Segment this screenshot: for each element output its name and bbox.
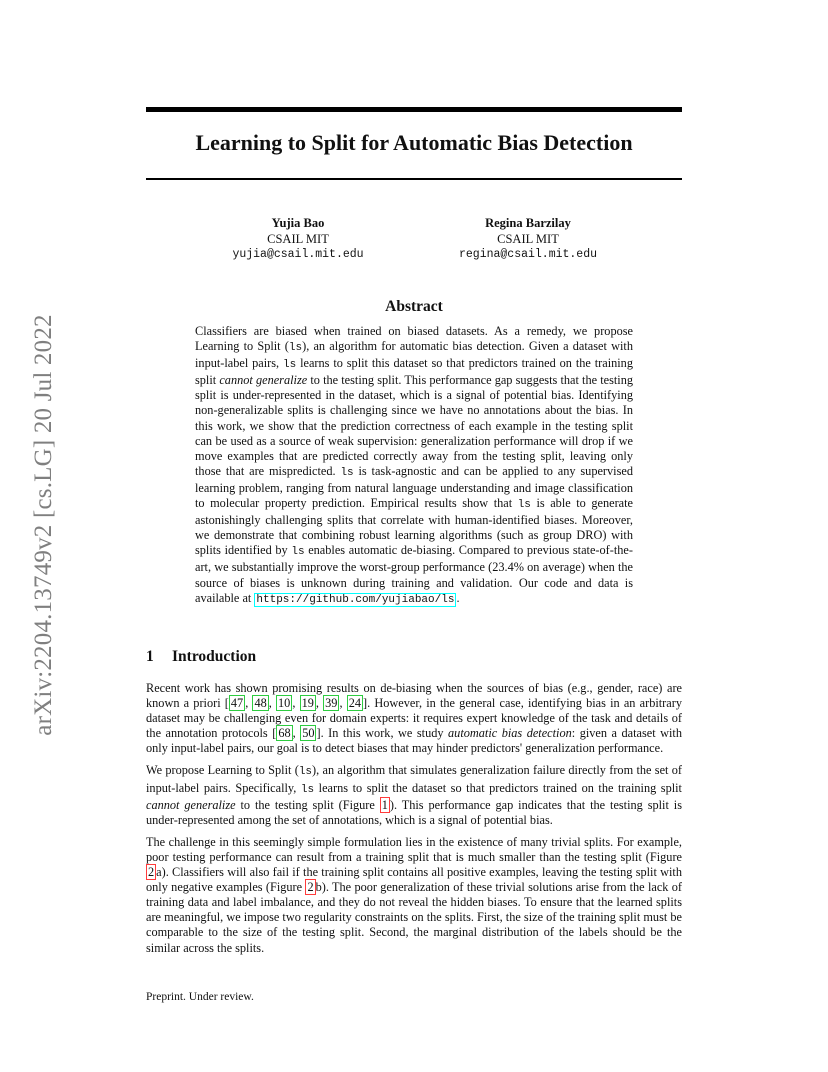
paragraph: The challenge in this seemingly simple formulation lies in the existence of many trivial splits. For example, poor testing performance can result from a training split that is much smaller than the testing split (Figure 2 a). Classifiers will also fail if the training split contains all positive examples, leaving the testing split with only negative examples (Figure 2 b). The poor generalization of these trivial solutions arise from the lack of training data and label imbalance, and they do not reveal the hidden biases. To ensure that the learned splits are meaningful, we impose two regularity constraints on the splits. First, the size of the training split must be comparable to the size of the testing split. Second, the marginal distribution of the labels should be the similar across the splits. xyxy=(146,834,682,955)
section-title: Introduction xyxy=(172,648,257,665)
inline-code: ls xyxy=(300,783,315,796)
abstract-text: Classifiers are biased when trained on biased datasets. As a remedy, we propose Learning to Split (ls), an algorithm for automatic bias detection. Given a dataset with input-label pairs, ls learns to split this dataset so that predictors trained on the training split cannot generalize to the testing split. This performance gap suggests that the testing split is under-represented in the dataset, which is a signal of potential bias. Identifying non-generalizable splits is challenging since we have no annotations about the bias. In this work, we show that the prediction correctness of each example in the testing split can be used as a source of weak supervision: generalization performance will drop if we move examples that are predicted correctly away from the testing split, leaving only those that are mispredicted. ls is task-agnostic and can be applied to any supervised learning problem, ranging from natural language understanding and image classification to molecular property prediction. Empirical results show that ls is able to generate astonishingly challenging splits that correlate with human-identified biases. Moreover, we demonstrate that combining robust learning algorithms (such as group DRO) with splits identified by ls enables automatic de-biasing. Compared to previous state-of-the-art, we substantially improve the worst-group performance (23.4% on average) when the source of biases is unknown during training and validation. Our code and data is available at xyxy=(195,324,634,605)
abstract-body xyxy=(195,324,633,608)
abstract-end: . xyxy=(456,590,460,605)
author-affiliation: CSAIL MIT xyxy=(497,232,559,246)
inline-code: ls xyxy=(283,359,297,372)
paragraph: Recent work has shown promising results on de-biasing when the sources of bias (e.g., gender, race) are known a priori [ 47 , 48 , 10 , 19 , 39 , 24 ]. However, in the general case, identifying bias in an arbitrary dataset may be challenging even for domain experts: it requires expert knowledge of the task and details of the annotation protocols [ 68 , 50 ]. In this work, we study automatic bias detection: given a dataset with only input-label pairs, our goal is to detect biases that may hinder predictors' generalization performance. xyxy=(146,681,682,756)
author-block xyxy=(430,215,626,263)
emphasis: cannot generalize xyxy=(219,373,308,388)
code-link[interactable]: https://github.com/yujiabao/ls xyxy=(256,593,455,606)
arxiv-stamp: arXiv:2204.13749v2 [cs.LG] 20 Jul 2022 xyxy=(30,314,57,736)
paragraph: We propose Learning to Split (ls), an algorithm that simulates generalization failure directly from the set of input-label pairs. Specifically, ls learns to split the dataset so that predictors trained on the training split cannot generalize to the testing split (Figure 1 ). This performance gap indicates that the testing split is under-represented among the set of annotations, which is a signal of potential bias. xyxy=(146,763,682,827)
author-name: Regina Barzilay xyxy=(485,216,571,230)
figure-reference[interactable]: 1 xyxy=(381,797,388,812)
citation-link[interactable]: 47 xyxy=(230,696,244,711)
author-email[interactable]: regina@csail.mit.edu xyxy=(458,248,598,261)
title-rule-bottom xyxy=(146,178,682,180)
abstract-heading: Abstract xyxy=(385,298,443,315)
citation-link[interactable]: 10 xyxy=(278,696,291,711)
inline-code: ls xyxy=(340,466,354,479)
footer-note: Preprint. Under review. xyxy=(146,991,254,1003)
inline-code: ls xyxy=(517,499,531,512)
figure-reference[interactable]: 2 xyxy=(307,880,314,895)
section-number: 1 xyxy=(146,648,154,665)
author-name: Yujia Bao xyxy=(271,216,325,230)
citation-link[interactable]: 39 xyxy=(325,696,338,711)
figure-reference[interactable]: 2 xyxy=(148,865,155,880)
citation-link[interactable]: 19 xyxy=(301,696,314,711)
inline-code: ls xyxy=(288,342,303,355)
citation-link[interactable]: 24 xyxy=(348,696,362,711)
citation-link[interactable]: 68 xyxy=(278,726,291,741)
section-heading xyxy=(146,648,256,666)
citation-link[interactable]: 50 xyxy=(302,726,315,741)
citation-link[interactable]: 48 xyxy=(254,696,267,711)
paper-title: Learning to Split for Automatic Bias Detection xyxy=(195,130,633,155)
author-email[interactable]: yujia@csail.mit.edu xyxy=(232,248,364,261)
introduction-body xyxy=(146,681,682,963)
inline-code: ls xyxy=(291,546,305,559)
title-rule-top xyxy=(146,107,682,112)
author-affiliation: CSAIL MIT xyxy=(267,232,329,246)
citation-group: 47 , 48 , 10 , 19 , 39 , 24 xyxy=(230,696,362,711)
citation-group: 68 , 50 xyxy=(278,726,315,741)
inline-code: ls xyxy=(298,766,313,779)
author-block xyxy=(200,215,396,263)
